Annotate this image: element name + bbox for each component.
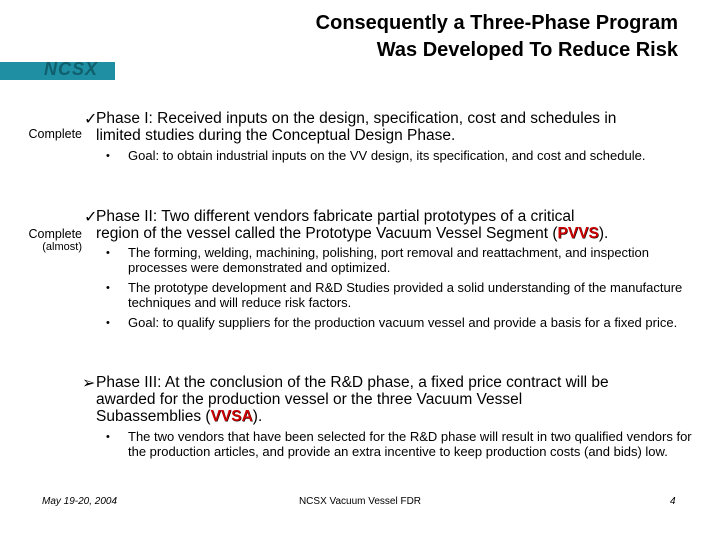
ncsx-logo: NCSX — [44, 59, 99, 79]
phase-2-line-2 — [96, 225, 700, 242]
vvsa-acronym: VVSA — [210, 408, 253, 425]
phase-1-text — [96, 110, 700, 144]
phase-2-bullet-3: Goal: to qualify suppliers for the production vacuum vessel and provide a basis for a fixed price. — [128, 315, 678, 330]
slide-title — [198, 10, 678, 64]
title-line-2: Was Developed To Reduce Risk — [376, 39, 678, 61]
phase-1-bullet-1: Goal: to obtain industrial inputs on the VV design, its specification, and cost and schedule. — [128, 148, 646, 163]
phase-3-bullet-1: The two vendors that have been selected for the R&D phase will result in two qualified vendors for the production articles, and provide an extra incentive to keep production costs (and bids) low. — [128, 429, 692, 459]
bullet-icon: • — [106, 150, 110, 162]
phase-2-line-1: Phase II: Two different vendors fabricate partial prototypes of a critical — [96, 208, 575, 225]
phase-1-status: Complete — [28, 127, 82, 141]
phase-2-line-2-pre: region of the vessel called the Prototype Vacuum Vessel Segment ( — [96, 225, 558, 242]
bullet-icon: • — [106, 431, 110, 443]
phase-1-line-2: limited studies during the Conceptual Design Phase. — [96, 127, 456, 144]
bullet-icon: • — [106, 282, 110, 294]
title-line-1: Consequently a Three-Phase Program — [315, 12, 678, 34]
page-number: 4 — [670, 496, 676, 507]
phase-3-line-3 — [96, 408, 700, 425]
phase-3-line-2: awarded for the production vessel or the three Vacuum Vessel — [96, 391, 523, 408]
phase-1-line-1: Phase I: Received inputs on the design, specification, cost and schedules in — [96, 110, 617, 127]
bullet-icon: • — [106, 247, 110, 259]
pvvs-acronym: PVVS — [557, 225, 599, 242]
phase-2-status: Complete — [28, 227, 82, 241]
phase-3-line-3-pre: Subassemblies ( — [96, 408, 211, 425]
phase-2-bullet-2: The prototype development and R&D Studies provided a solid understanding of the manufacture techniques and will reduce risk factors. — [128, 280, 683, 310]
footer-date: May 19-20, 2004 — [42, 496, 118, 507]
phase-2-text — [96, 208, 700, 242]
check-icon: ✓ — [84, 209, 98, 226]
arrow-icon: ➢ — [82, 375, 96, 392]
phase-2-bullet-1: The forming, welding, machining, polishing, port removal and reattachment, and inspection processes were demonstrated and optimized. — [128, 245, 650, 275]
phase-3-line-1: Phase III: At the conclusion of the R&D phase, a fixed price contract will be — [96, 374, 609, 391]
bullet-icon: • — [106, 317, 110, 329]
phase-2-status-note: (almost) — [42, 241, 82, 253]
footer-title: NCSX Vacuum Vessel FDR — [298, 496, 422, 507]
phase-3-line-3-post: ). — [252, 408, 263, 425]
check-icon: ✓ — [84, 111, 98, 128]
phase-3-text — [96, 374, 700, 425]
phase-2-line-2-post: ). — [598, 225, 609, 242]
